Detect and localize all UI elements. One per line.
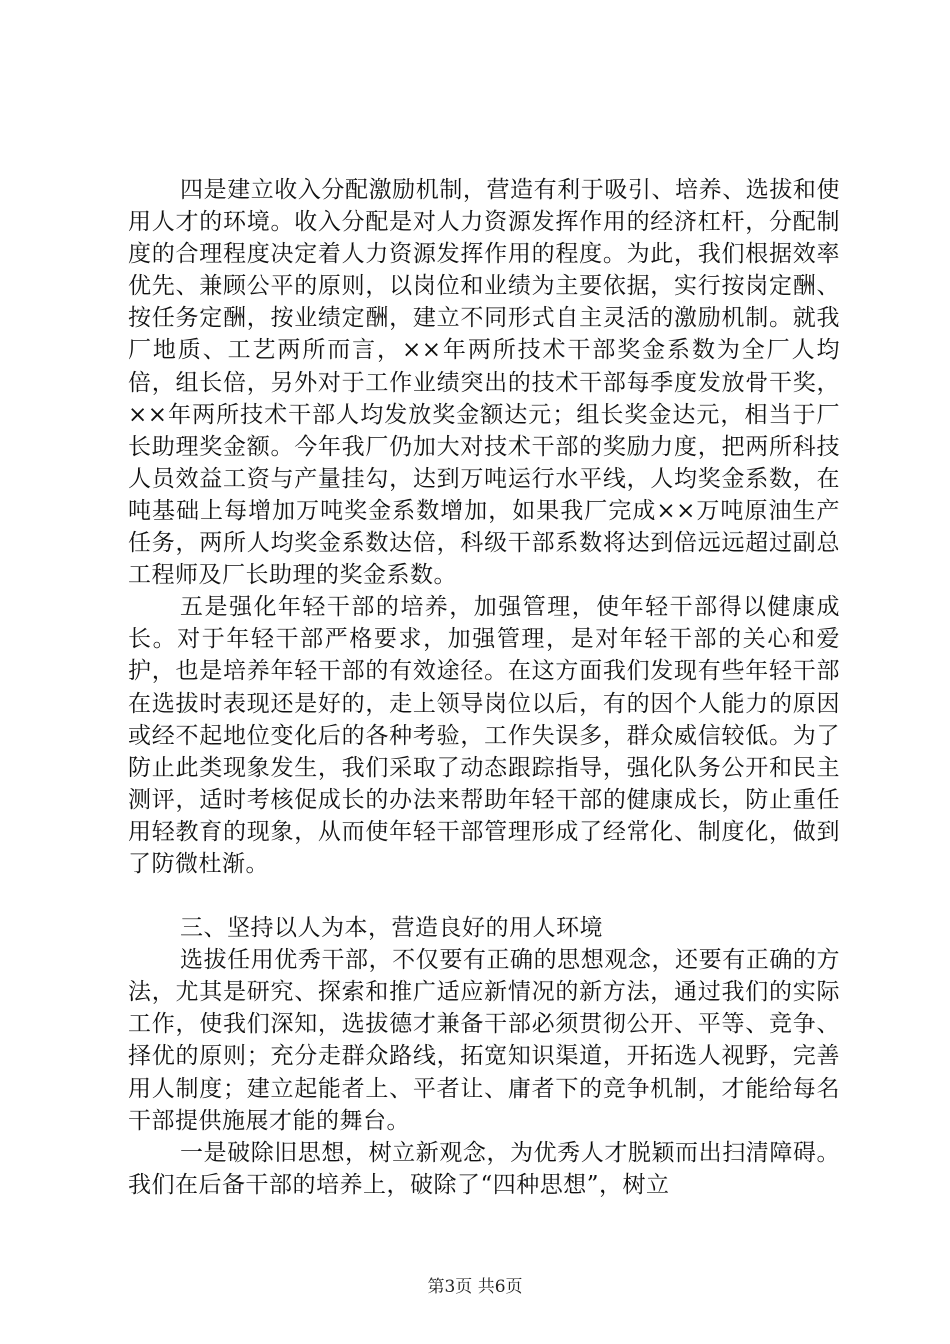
section-heading: 三、坚持以人为本，营造良好的用人环境 — [180, 915, 603, 942]
paragraph-spacer — [128, 880, 840, 912]
document-body — [128, 174, 840, 1201]
paragraph-young-cadre-training: 五是强化年轻干部的培养，加强管理，使年轻干部得以健康成长。对于年轻干部严格要求，加强管理，是对年轻干部的关心和爱护，也是培养年轻干部的有效途径。在这方面我们发现有些年轻干部在选拔时表现还是好的，走上领导岗位以后，有的因个人能力的原因或经不起地位变化后的各种考验，工作失误多，群众威信较低。为了防止此类现象发生，我们采取了动态跟踪指导，强化队务公开和民主测评，适时考核促成长的办法来帮助年轻干部的健康成长，防止重任用轻教育的现象，从而使年轻干部管理形成了经常化、制度化，做到了防微杜渐。 — [128, 594, 840, 877]
paragraph-selection-methods: 选拔任用优秀干部，不仅要有正确的思想观念，还要有正确的方法，尤其是研究、探索和推广适应新情况的新方法，通过我们的实际工作，使我们深知，选拔德才兼备干部必须贯彻公开、平等、竞争、择优的原则；充分走群众路线，拓宽知识渠道，开拓选人视野，完善用人制度；建立起能者上、平者让、庸者下的竞争机制，才能给每名干部提供施展才能的舞台。 — [128, 947, 840, 1134]
paragraph-new-concepts: 一是破除旧思想，树立新观念，为优秀人才脱颖而出扫清障碍。我们在后备干部的培养上，破除了“四种思想”，树立 — [128, 1139, 840, 1198]
page-number-footer: 第3页 共6页 — [427, 1277, 523, 1297]
paragraph-incentive-mechanism: 四是建立收入分配激励机制，营造有利于吸引、培养、选拔和使用人才的环境。收入分配是对人力资源发挥作用的经济杠杆，分配制度的合理程度决定着人力资源发挥作用的程度。为此，我们根据效率优先、兼顾公平的原则，以岗位和业绩为主要依据，实行按岗定酬、按任务定酬，按业绩定酬，建立不同形式自主灵活的激励机制。就我厂地质、工艺两所而言，××年两所技术干部奖金系数为全厂人均倍，组长倍，另外对于工作业绩突出的技术干部每季度发放骨干奖，××年两所技术干部人均发放奖金额达元；组长奖金达元，相当于厂长助理奖金额。今年我厂仍加大对技术干部的奖励力度，把两所科技人员效益工资与产量挂勾，达到万吨运行水平线，人均奖金系数，在吨基础上每增加万吨奖金系数增加，如果我厂完成××万吨原油生产任务，两所人均奖金系数达倍，科级干部系数将达到倍远远超过副总工程师及厂长助理的奖金系数。 — [128, 177, 840, 589]
